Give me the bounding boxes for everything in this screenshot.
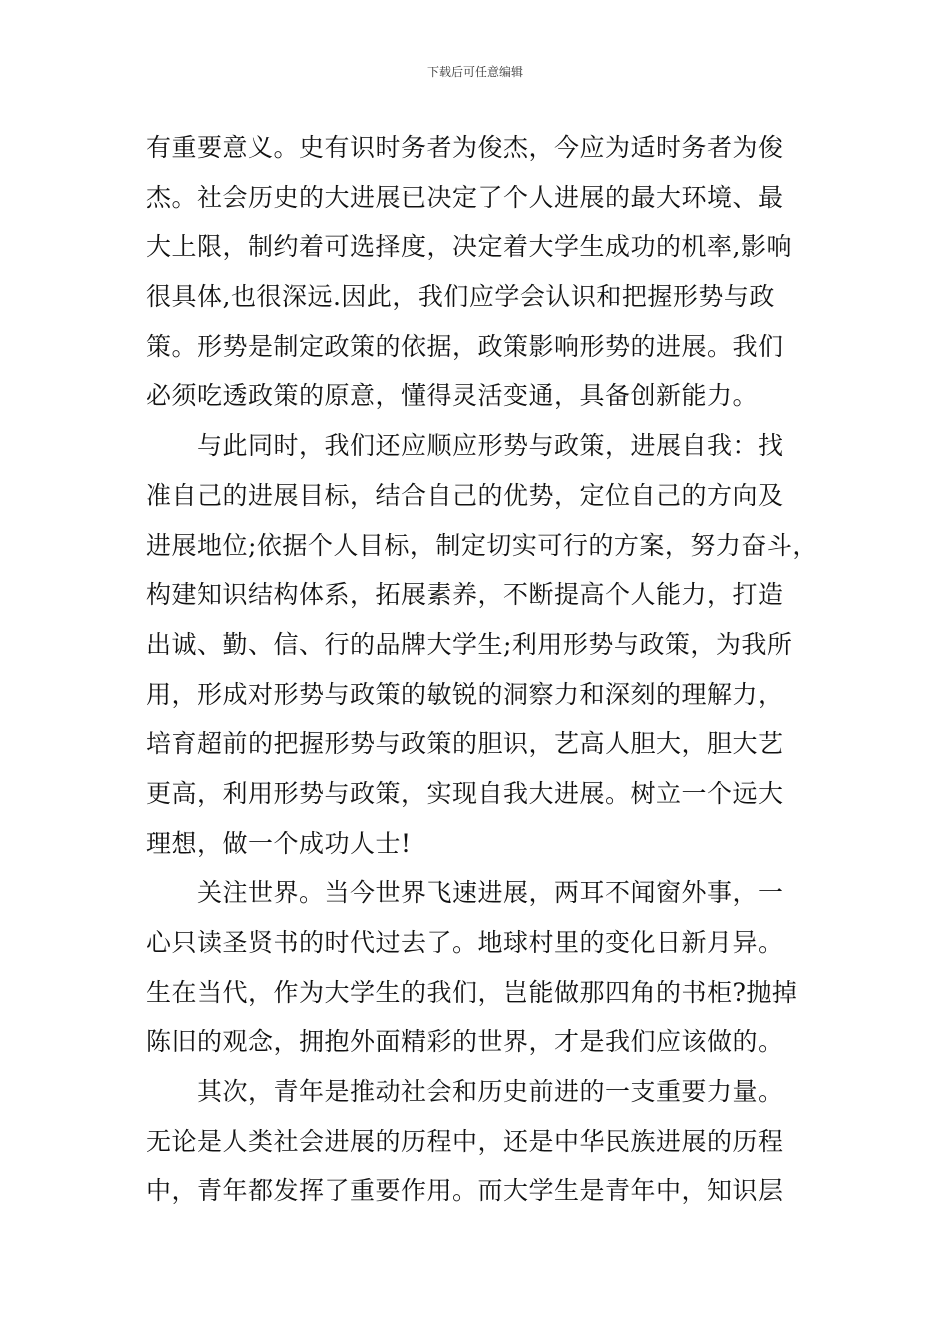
text-line: 构建知识结构体系，拓展素养，不断提高个人能力，打造: [146, 580, 784, 610]
text-line: 大上限，制约着可选择度，决定着大学生成功的机率,影响: [146, 232, 792, 262]
text-line: 陈旧的观念，拥抱外面精彩的世界，才是我们应该做的。: [146, 1027, 784, 1057]
text-line: 策。形势是制定政策的依据，政策影响形势的进展。我们: [146, 331, 784, 361]
paragraph-first-line: 关注世界。当今世界飞速进展，两耳不闻窗外事，一: [197, 878, 784, 908]
text-line: 中，青年都发挥了重要作用。而大学生是青年中，知识层: [146, 1176, 784, 1206]
text-line: 用，形成对形势与政策的敏锐的洞察力和深刻的理解力，: [146, 679, 784, 709]
text-line: 进展地位;依据个人目标，制定切实可行的方案，努力奋斗，: [146, 530, 818, 560]
text-line: 无论是人类社会进展的历程中，还是中华民族进展的历程: [146, 1126, 784, 1156]
text-line: 杰。社会历史的大进展已决定了个人进展的最大环境、最: [146, 182, 784, 212]
text-line: 生在当代，作为大学生的我们，岂能做那四角的书柜?抛掉: [146, 977, 798, 1007]
text-line: 很具体,也很深远.因此，我们应学会认识和把握形势与政: [146, 282, 775, 312]
paragraph-first-line: 与此同时，我们还应顺应形势与政策，进展自我：找: [197, 431, 784, 461]
page-header: 下载后可任意编辑: [426, 65, 523, 79]
document-body: [146, 123, 818, 1216]
text-line: 理想，做一个成功人士!: [146, 828, 412, 858]
text-line: 培育超前的把握形势与政策的胆识，艺高人胆大，胆大艺: [146, 729, 784, 759]
text-line: 更高，利用形势与政策，实现自我大进展。树立一个远大: [146, 778, 784, 808]
text-line: 出诚、勤、信、行的品牌大学生;利用形势与政策，为我所: [146, 629, 793, 659]
text-line: 心只读圣贤书的时代过去了。地球村里的变化日新月异。: [146, 928, 784, 957]
text-line: 必须吃透政策的原意，懂得灵活变通，具备创新能力。: [146, 381, 759, 411]
paragraph-first-line: 其次，青年是推动社会和历史前进的一支重要力量。: [197, 1077, 784, 1107]
text-line: 有重要意义。史有识时务者为俊杰，今应为适时务者为俊: [146, 133, 784, 162]
text-line: 准自己的进展目标，结合自己的优势，定位自己的方向及: [146, 480, 784, 510]
